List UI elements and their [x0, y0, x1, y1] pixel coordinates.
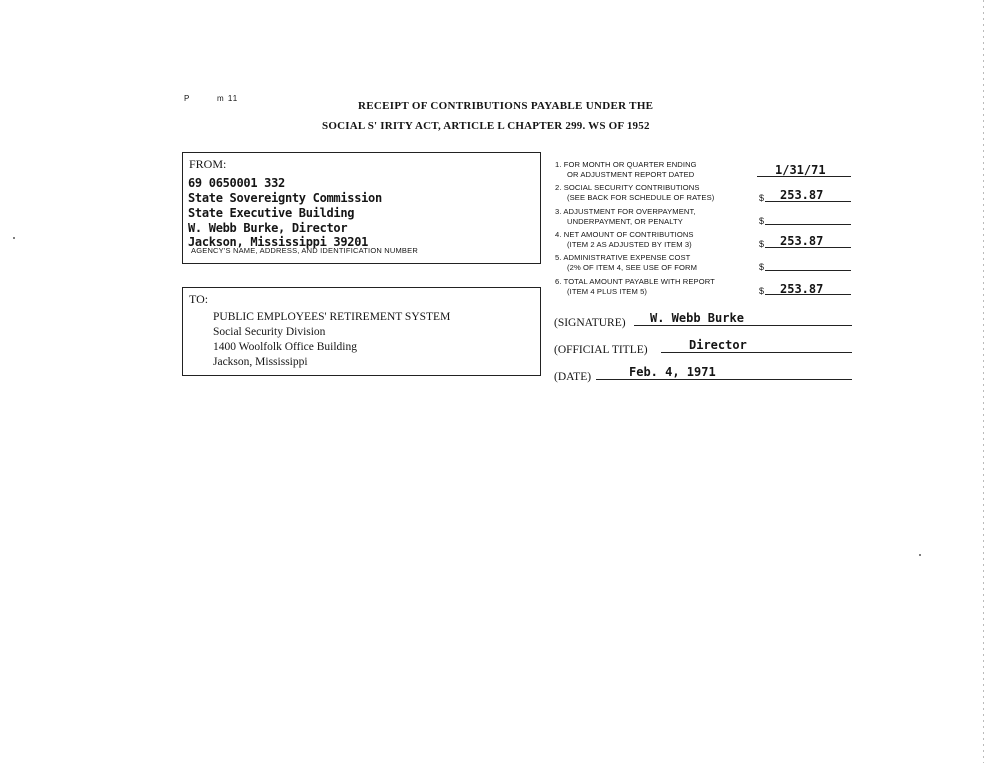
agency-city: Jackson, Mississippi 39201 — [188, 235, 369, 249]
scan-speck — [919, 554, 921, 556]
item-2-value: 253.87 — [780, 188, 824, 202]
agency-id-number: 69 0650001 332 — [188, 176, 285, 190]
item-5-currency: $ — [759, 262, 765, 272]
corner-mark-right: m 11 — [217, 94, 239, 103]
signature-underline — [634, 325, 852, 326]
agency-director: W. Webb Burke, Director — [188, 221, 348, 235]
item-4-label: 4. NET AMOUNT OF CONTRIBUTIONS (ITEM 2 AS ADJUSTED BY ITEM 3) — [555, 230, 694, 249]
to-box — [182, 287, 541, 376]
from-label: FROM: — [189, 157, 227, 171]
recipient-building: 1400 Woolfolk Office Building — [213, 341, 357, 353]
item-5-label: 5. ADMINISTRATIVE EXPENSE COST (2% OF ITEM 4, SEE USE OF FORM — [555, 253, 697, 272]
to-label: TO: — [189, 292, 209, 306]
corner-mark-left: P — [184, 94, 191, 103]
item-6-label: 6. TOTAL AMOUNT PAYABLE WITH REPORT (ITEM 4 PLUS ITEM 5) — [555, 277, 715, 296]
agency-name: State Sovereignty Commission — [188, 191, 382, 205]
date-underline — [596, 379, 852, 380]
item-3-underline — [765, 224, 851, 225]
official-title-underline — [661, 352, 852, 353]
item-5-underline — [765, 270, 851, 271]
item-4-underline — [765, 247, 851, 248]
item-6-currency: $ — [759, 286, 765, 296]
recipient-city: Jackson, Mississippi — [213, 356, 308, 368]
item-6-value: 253.87 — [780, 282, 824, 296]
signature-label: (SIGNATURE) — [554, 317, 626, 329]
item-3-label: 3. ADJUSTMENT FOR OVERPAYMENT, UNDERPAYMENT, OR PENALTY — [555, 207, 696, 226]
signature-value: W. Webb Burke — [650, 311, 744, 325]
date-value: Feb. 4, 1971 — [629, 365, 716, 379]
recipient-division: Social Security Division — [213, 326, 326, 338]
item-1-value: 1/31/71 — [775, 163, 826, 177]
date-label: (DATE) — [554, 371, 592, 383]
from-box — [182, 152, 541, 264]
form-title-line2: SOCIAL S' IRITY ACT, ARTICLE L CHAPTER 299. WS OF 1952 — [322, 120, 650, 132]
from-caption: AGENCY'S NAME, ADDRESS, AND IDENTIFICATION NUMBER — [191, 246, 418, 255]
item-2-label: 2. SOCIAL SECURITY CONTRIBUTIONS (SEE BACK FOR SCHEDULE OF RATES) — [555, 183, 715, 202]
item-1-label: 1. FOR MONTH OR QUARTER ENDING OR ADJUSTMENT REPORT DATED — [555, 160, 697, 179]
recipient-name: PUBLIC EMPLOYEES' RETIREMENT SYSTEM — [213, 311, 451, 323]
official-title-value: Director — [689, 338, 747, 352]
official-title-label: (OFFICIAL TITLE) — [554, 344, 648, 356]
item-1-underline — [757, 176, 851, 177]
scan-speck — [13, 237, 15, 239]
item-2-underline — [765, 201, 851, 202]
agency-building: State Executive Building — [188, 206, 355, 220]
form-title-line1: RECEIPT OF CONTRIBUTIONS PAYABLE UNDER THE — [358, 100, 654, 112]
item-3-currency: $ — [759, 216, 765, 226]
item-6-underline — [765, 294, 851, 295]
item-2-currency: $ — [759, 193, 765, 203]
item-4-currency: $ — [759, 239, 765, 249]
scan-edge — [983, 0, 984, 763]
item-4-value: 253.87 — [780, 234, 824, 248]
